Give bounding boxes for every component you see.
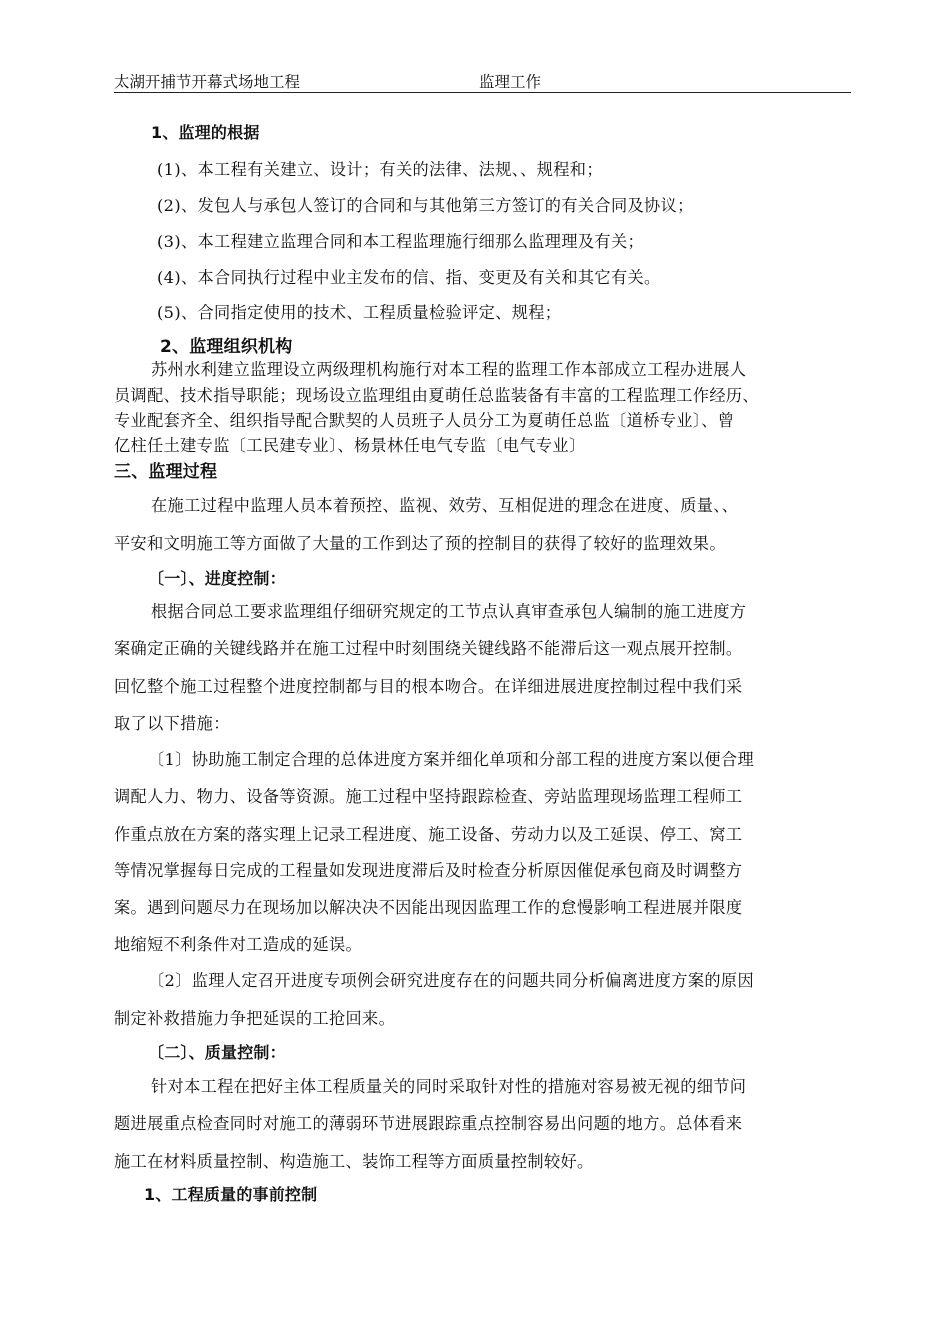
org-line-4: 亿柱任土建专监〔工民建专业〕、杨景林任电气专监〔电气专业〕 xyxy=(114,436,586,455)
progress-para-line-3: 回忆整个施工过程整个进度控制都与目的根本吻合。在详细进展进度控制过程中我们采 xyxy=(114,677,743,696)
measure-1-line-4: 等情况掌握每日完成的工程量如发现进度滞后及时检查分析原因催促承包商及时调整方 xyxy=(114,861,743,880)
measure-1-line-5: 案。遇到问题尽力在现场加以解决决不因能出现因监理工作的怠慢影响工程进展并限度 xyxy=(114,898,743,917)
basis-item-2: (2)、发包人与承包人签订的合同和与其他第三方签订的有关合同及协议； xyxy=(157,196,694,215)
quality-control-heading: 〔二〕、质量控制： xyxy=(148,1043,286,1062)
progress-control-heading: 〔一〕、进度控制： xyxy=(148,569,286,588)
measure-1-line-1: 〔1〕协助施工制定合理的总体进度方案并细化单项和分部工程的进度方案以便合理 xyxy=(148,750,754,769)
measure-1-line-3: 作重点放在方案的落实理上记录工程进度、施工设备、劳动力以及工延误、停工、窝工 xyxy=(114,825,743,844)
page-header xyxy=(114,68,851,93)
measure-2-line-2: 制定补救措施力争把延误的工抢回来。 xyxy=(114,1009,396,1028)
progress-para-line-2: 案确定正确的关键线路并在施工过程中时刻围绕关键线路不能滞后这一观点展开控制。 xyxy=(114,639,743,658)
progress-para-line-4: 取了以下措施： xyxy=(114,714,230,733)
quality-subsection-heading: 1、工程质量的事前控制 xyxy=(144,1185,318,1204)
basis-item-3: (3)、本工程建立监理合同和本工程监理施行细那么监理理及有关； xyxy=(157,232,645,251)
basis-item-4: (4)、本合同执行过程中业主发布的信、指、变更及有关和其它有关。 xyxy=(157,268,661,287)
org-line-3: 专业配套齐全、组织指导配合默契的人员班子人员分工为夏萌任总监〔道桥专业〕、曾 xyxy=(114,411,735,430)
process-intro-line-2: 平安和文明施工等方面做了大量的工作到达了预的控制目的获得了较好的监理效果。 xyxy=(114,534,726,553)
basis-item-5: (5)、合同指定使用的技术、工程质量检验评定、规程； xyxy=(157,303,562,322)
section-2-heading: 2、监理组织机构 xyxy=(160,337,293,357)
basis-item-1: (1)、本工程有关建立、设计；有关的法律、法规、、规程和； xyxy=(157,160,603,179)
quality-para-line-1: 针对本工程在把好主体工程质量关的同时采取针对性的措施对容易被无视的细节问 xyxy=(151,1077,747,1096)
org-line-1: 苏州水利建立监理设立两级理机构施行对本工程的监理工作本部成立工程办进展人 xyxy=(151,360,747,379)
section-1-heading: 1、监理的根据 xyxy=(151,123,260,142)
org-line-2: 员调配、技术指导职能；现场设立监理组由夏萌任总监装备有丰富的工程监理工作经历、 xyxy=(114,386,759,405)
quality-para-line-3: 施工在材料质量控制、构造施工、装饰工程等方面质量控制较好。 xyxy=(114,1152,594,1171)
section-3-heading: 三、监理过程 xyxy=(114,462,218,482)
measure-2-line-1: 〔2〕监理人定召开进度专项例会研究进度存在的问题共同分析偏离进度方案的原因 xyxy=(148,971,754,990)
header-section-title: 监理工作 xyxy=(479,73,542,91)
header-project-title: 太湖开捕节开幕式场地工程 xyxy=(114,73,301,91)
progress-para-line-1: 根据合同总工要求监理组仔细研究规定的工节点认真审查承包人编制的施工进度方 xyxy=(151,602,747,621)
quality-para-line-2: 题进展重点检查同时对施工的薄弱环节进展跟踪重点控制容易出问题的地方。总体看来 xyxy=(114,1114,743,1133)
measure-1-line-2: 调配人力、物力、设备等资源。施工过程中坚持跟踪检查、旁站监理现场监理工程师工 xyxy=(114,787,743,806)
process-intro-line-1: 在施工过程中监理人员本着预控、监视、效劳、互相促进的理念在进度、质量、、 xyxy=(151,496,739,515)
measure-1-line-6: 地缩短不利条件对工造成的延误。 xyxy=(114,935,363,954)
